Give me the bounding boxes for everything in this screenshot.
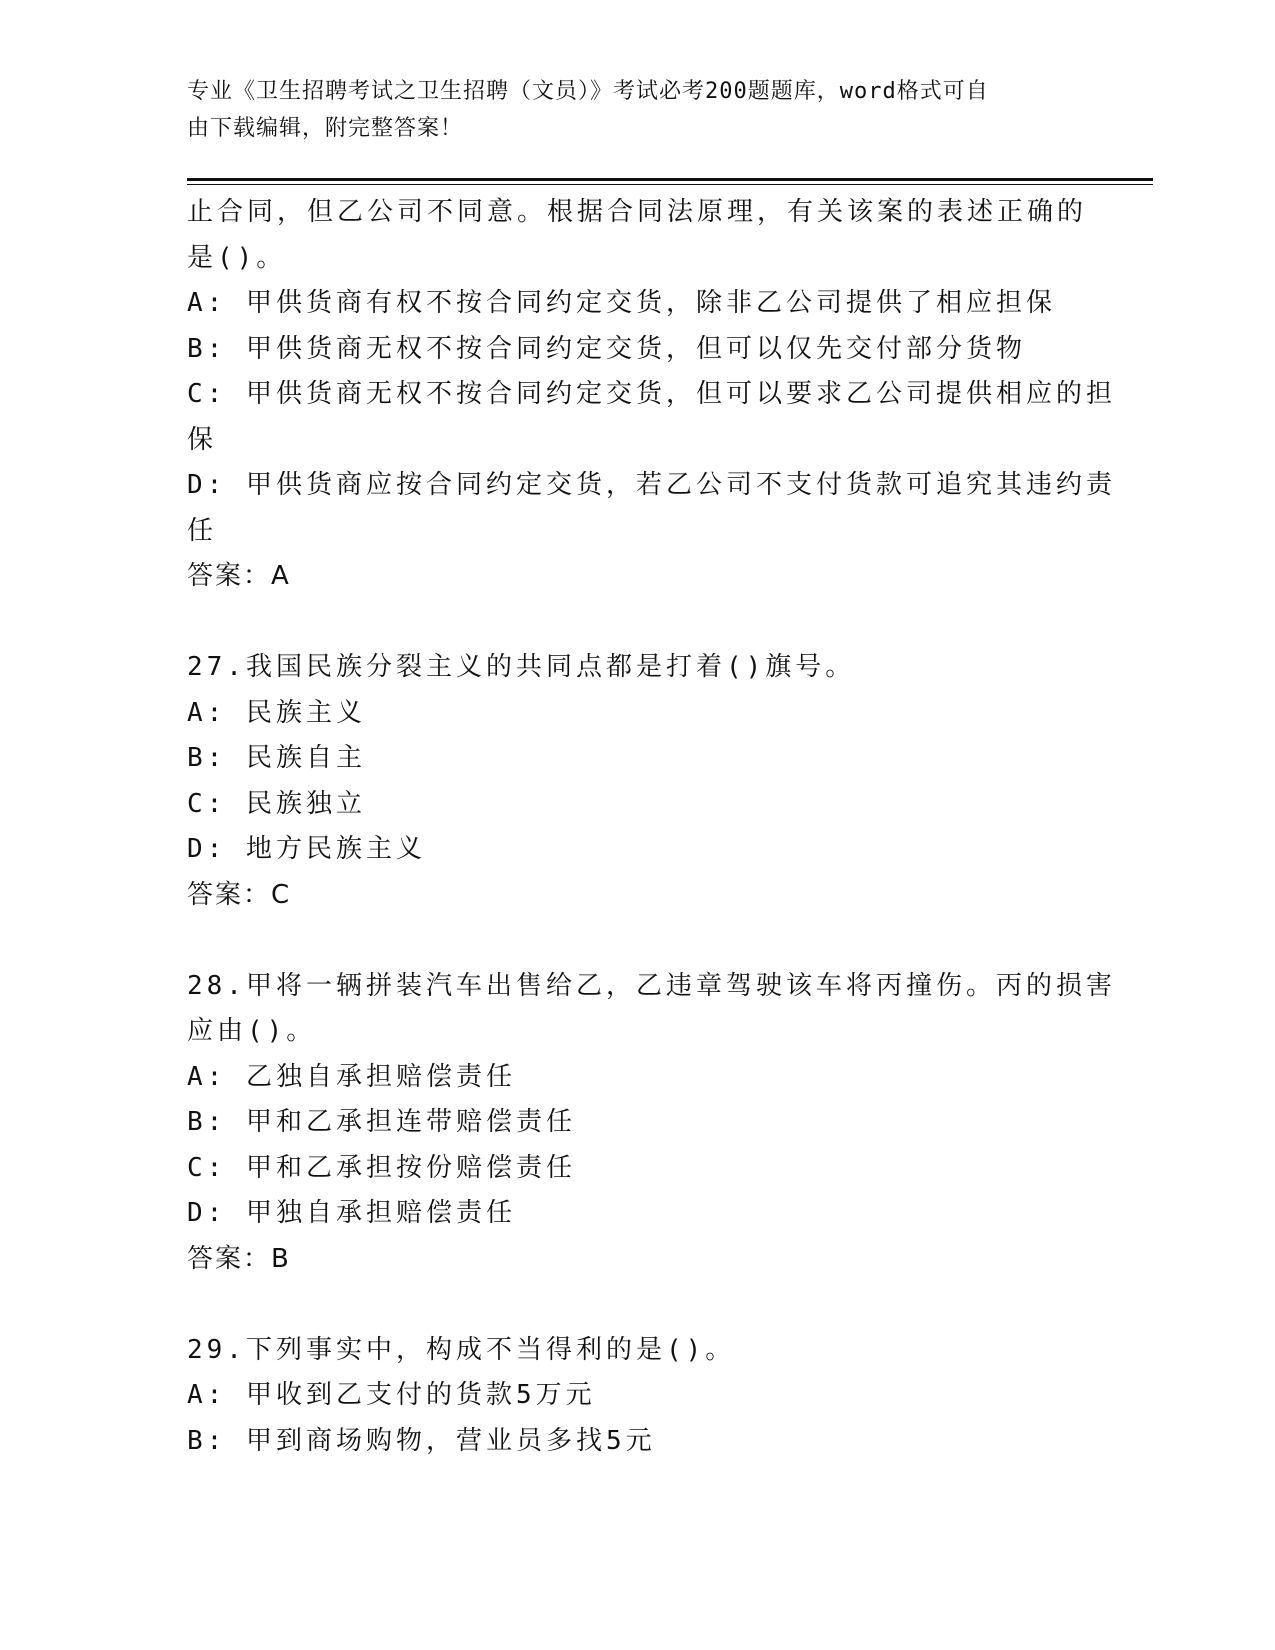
option-d: D: 地方民族主义 — [187, 834, 426, 864]
header-line-1: 专业《卫生招聘考试之卫生招聘（文员）》考试必考200题题库，word格式可自 — [187, 79, 989, 104]
option-d-continued: 任 — [187, 515, 218, 546]
question-stem: 29.下列事实中，构成不当得利的是()。 — [187, 1334, 736, 1365]
question-29 — [187, 1328, 1087, 1465]
question-26 — [187, 190, 1116, 600]
answer-line: 答案：B — [187, 1243, 291, 1274]
header-rule-thin — [187, 184, 1153, 185]
question-stem-line: 是()。 — [187, 242, 287, 273]
option-b: B: 甲到商场购物，营业员多找5元 — [187, 1425, 656, 1456]
question-list — [187, 190, 1116, 1510]
question-stem-line: 应由()。 — [187, 1016, 317, 1046]
option-a: A: 民族主义 — [187, 697, 366, 728]
option-c-continued: 保 — [187, 424, 218, 455]
header-rule-thick — [187, 178, 1153, 181]
option-b: B: 甲供货商无权不按合同约定交货，但可以仅先交付部分货物 — [187, 333, 1026, 364]
question-27 — [187, 645, 1087, 918]
question-stem-line: 28.甲将一辆拼装汽车出售给乙，乙违章驾驶该车将丙撞伤。丙的损害 — [187, 970, 1116, 1001]
question-28 — [187, 964, 1116, 1283]
option-c: C: 甲供货商无权不按合同约定交货，但可以要求乙公司提供相应的担 — [187, 379, 1116, 409]
answer-line: 答案：A — [187, 561, 291, 591]
question-stem: 27.我国民族分裂主义的共同点都是打着()旗号。 — [187, 652, 856, 682]
option-b: B: 甲和乙承担连带赔偿责任 — [187, 1107, 576, 1137]
question-stem-line: 止合同，但乙公司不同意。根据合同法原理，有关该案的表述正确的 — [187, 197, 1088, 227]
option-a: A: 乙独自承担赔偿责任 — [187, 1061, 516, 1092]
option-a: A: 甲供货商有权不按合同约定交货，除非乙公司提供了相应担保 — [187, 288, 1056, 318]
option-d: D: 甲供货商应按合同约定交货，若乙公司不支付货款可追究其违约责 — [187, 470, 1116, 500]
option-c: C: 民族独立 — [187, 788, 366, 819]
option-b: B: 民族自主 — [187, 743, 366, 773]
option-c: C: 甲和乙承担按份赔偿责任 — [187, 1152, 576, 1183]
option-a: A: 甲收到乙支付的货款5万元 — [187, 1380, 596, 1410]
header-line-2: 由下载编辑，附完整答案！ — [187, 116, 464, 141]
option-d: D: 甲独自承担赔偿责任 — [187, 1198, 516, 1228]
document-header — [187, 73, 1067, 147]
answer-line: 答案：C — [187, 879, 292, 910]
